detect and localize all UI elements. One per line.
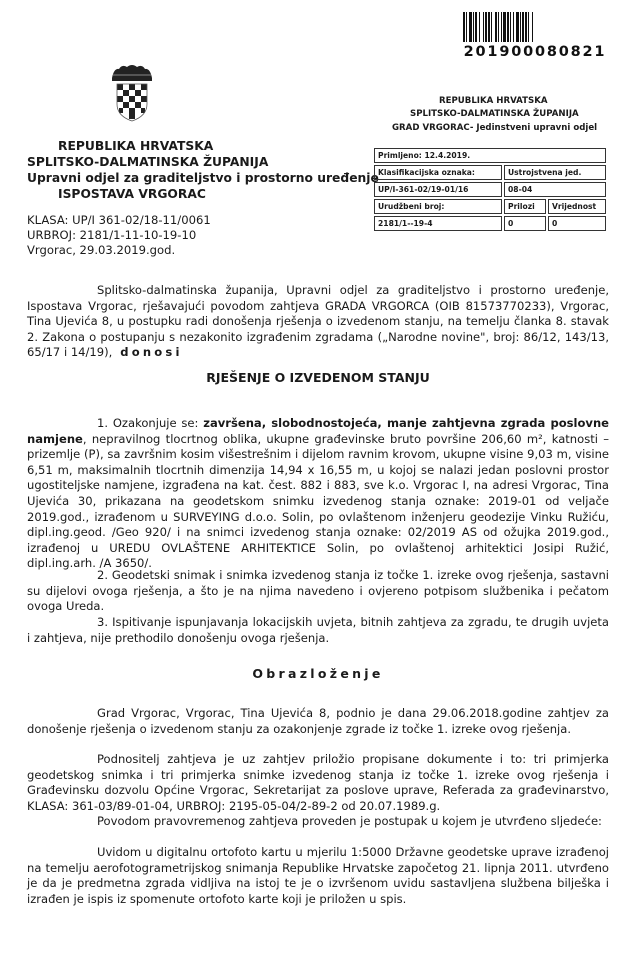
item1-bold: završena, slobodnostojeća, manje zahtjevna zgrada poslovne namjene bbox=[27, 416, 609, 446]
intro-text: Splitsko-dalmatinska županija, Upravni odjel za graditeljstvo i prostorno uređenje, Ispostava Vrgorac, rješavajući povodom zahtjeva GRADA VRGORCA (OIB 81573770233), Vrgorac, Tina Ujevića 8, u postupku radi donošenja rješenja o izvedenom stanju, na temelju članka 8. stavak 2. Zakona o postupanju s nezakonito izgrađenim zgradama („Narodne novine", broj: 86/12, 143/13, 65/17 i 14/19), bbox=[27, 283, 609, 360]
urbroj: URBROJ: 2181/1-11-10-19-10 bbox=[27, 228, 197, 242]
stamp-unit-label: Ustrojstvena jed. bbox=[504, 165, 606, 180]
reasoning-paragraph-3: Povodom pravovremenog zahtjeva proveden je postupak u kojem je utvrđeno sljedeće: bbox=[97, 814, 602, 828]
stamp-received: Primljeno: 12.4.2019. bbox=[374, 148, 606, 163]
intro-verb: donosi bbox=[120, 345, 183, 360]
stamp-class-label: Klasifikacijska oznaka: bbox=[374, 165, 502, 180]
reasoning-paragraph-4: Uvidom u digitalnu ortofoto kartu u mjerilu 1:5000 Državne geodetske uprave izrađenoj na temelju aerofotogrametrijskog snimanja Republike Hrvatske započetog 21. lipnja 2011. utvrđeno je da je predmetna zgrada vidljiva na istoj te je o izvršenom uvidu sastavljena službena bilješka i izrađen je ispis iz spomenute ortofoto karte koji je priložen u spis. bbox=[27, 845, 609, 906]
klasa: KLASA: UP/I 361-02/18-11/0061 bbox=[27, 213, 211, 227]
recipient-county: SPLITSKO-DALMATINSKA ŽUPANIJA bbox=[410, 109, 579, 119]
barcode bbox=[463, 12, 605, 42]
decision-item-1 bbox=[27, 416, 609, 572]
stamp-value-label: Vrijednost bbox=[548, 199, 606, 214]
stamp-attachments-label: Prilozi bbox=[504, 199, 546, 214]
item1-rest: , nepravilnog tlocrtnog oblika, ukupne građevinske bruto površine 206,60 m², katnosti – prizemlje (P), sa završnim kosim višestrešnim i dijelom ravnim krovom, ukupne visine 9,03 m, visine 6,51 m, maksimalnih tlocrtnih dimenzija 14,94 x 16,55 m, u kojoj se nalazi jedan poslovni prostor ugostiteljske namjene, izgrađena na kat. čest. 882 i 883, sve k.o. Vrgorac I, na adresi Vrgorac, Tina Ujevića 30, prikazana na geodetskom snimku izvedenog stanja oznake: 2019-01 od veljače 2019.god., izrađenom u SURVEYING d.o.o. Solin, po ovlaštenom inženjeru geodezije Vinku Ružiću, dipl.ing.geod. /Geo 920/ i na snimci izvedenog stanja oznake: 02/2019 AS od ožujka 2019.god., izrađenoj u UREDU OVLAŠTENE ARHITEKTICE Solin, po ovlaštenoj arhitektici Josipi Ružić, dipl.ing.arh. /A 3650/. bbox=[27, 431, 609, 571]
document-date: Vrgorac, 29.03.2019.god. bbox=[27, 243, 176, 257]
decision-item-3: 3. Ispitivanje ispunjavanja lokacijskih uvjeta, bitnih zahtjeva za zgradu, te drugih uvjeta i zahtjeva, nije prethodilo donošenju ovoga rješenja. bbox=[27, 615, 609, 645]
barcode-number: 201900080821 bbox=[463, 44, 607, 60]
croatian-coat-of-arms-icon bbox=[110, 64, 154, 126]
header-country: REPUBLIKA HRVATSKA bbox=[58, 139, 214, 153]
reasoning-paragraph-2: Podnositelj zahtjeva je uz zahtjev priložio propisane dokumente i to: tri primjerka geodetskog snimka i tri primjerka snimke izvedenog stanja iz točke 1. izreke ovog rješenja i Građevinsku dozvolu Općine Vrgorac, Sekretarijat za poslove uprave, Referada za građevinarstvo, KLASA: 361-03/89-01-04, URBROJ: 2195-05-04/2-89-2 od 20.07.1989.g. bbox=[27, 752, 609, 813]
intro-paragraph bbox=[27, 283, 609, 361]
recipient-country: REPUBLIKA HRVATSKA bbox=[439, 96, 548, 106]
stamp-class-value: UP/I-361-02/19-01/16 bbox=[374, 182, 502, 197]
stamp-reg-label: Urudžbeni broj: bbox=[374, 199, 502, 214]
header-department: Upravni odjel za graditeljstvo i prostorno uređenje bbox=[27, 171, 379, 185]
header-county: SPLITSKO-DALMATINSKA ŽUPANIJA bbox=[27, 155, 269, 169]
reasoning-paragraph-1: Grad Vrgorac, Vrgorac, Tina Ujevića 8, podnio je dana 29.06.2018.godine zahtjev za donošenje rješenja o izvedenom stanju za ozakonjenje zgrade iz točke 1. izreke ovog rješenja. bbox=[27, 706, 609, 736]
stamp-value-value: 0 bbox=[548, 216, 606, 231]
decision-item-2: 2. Geodetski snimak i snimka izvedenog stanja iz točke 1. izreke ovog rješenja, sastavni su dijelovi ovoga rješenja, a što je na njima navedeno i ovjereno potpisom službenika i pečatom ovoga Ureda. bbox=[27, 568, 609, 614]
stamp-unit-value: 08-04 bbox=[504, 182, 606, 197]
decision-title: RJEŠENJE O IZVEDENOM STANJU bbox=[206, 370, 430, 385]
recipient-office: GRAD VRGORAC- Jedinstveni upravni odjel bbox=[392, 123, 598, 133]
stamp-attachments-value: 0 bbox=[504, 216, 546, 231]
barcode-bar bbox=[533, 12, 535, 42]
reasoning-title: Obrazloženje bbox=[252, 666, 384, 681]
registry-stamp bbox=[374, 148, 606, 233]
stamp-reg-value: 2181/1--19-4 bbox=[374, 216, 502, 231]
item1-prefix: 1. Ozakonjuje se: bbox=[97, 416, 204, 430]
header-office: ISPOSTAVA VRGORAC bbox=[58, 187, 206, 201]
